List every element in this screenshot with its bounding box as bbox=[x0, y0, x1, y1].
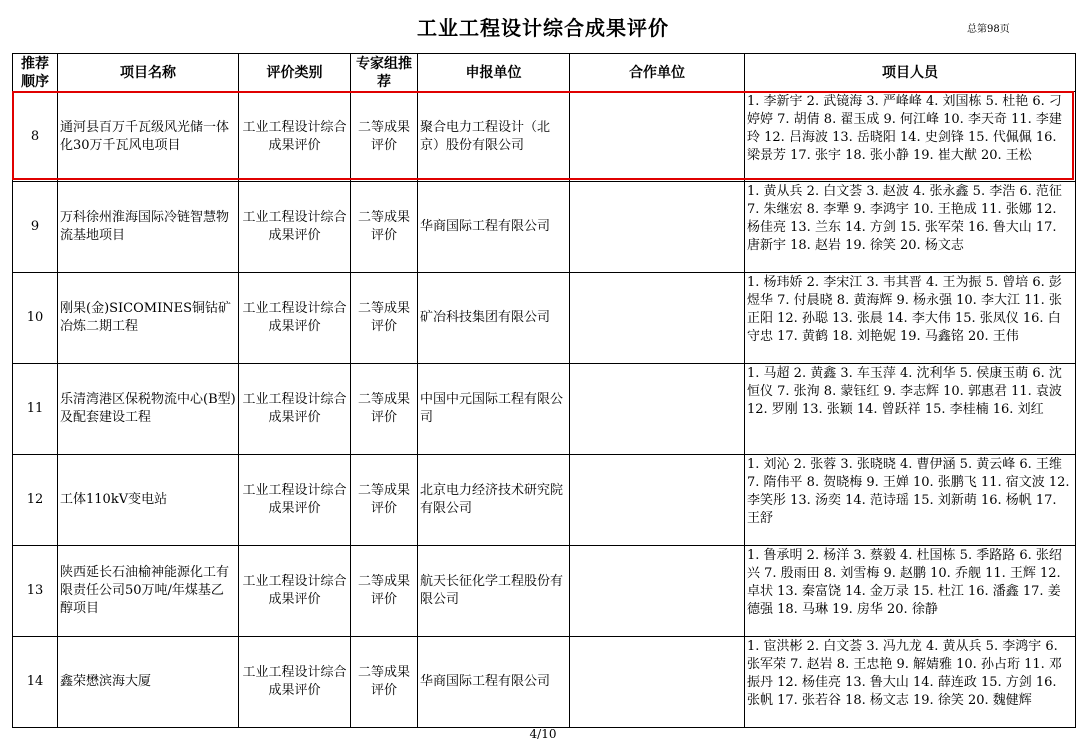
row-level: 二等成果评价 bbox=[351, 273, 418, 364]
people-list: 1. 鲁承明 2. 杨洋 3. 蔡毅 4. 杜国栋 5. 季路路 6. 张绍兴 7. 殷雨田 8. 刘雪梅 9. 赵鹏 10. 乔舰 11. 王辉 12. 卓状 13. 秦富饶 14. 金万录 15. 杜江 16. 潘鑫 17. 姜德强 18. 马琳 19. 房华 20. 徐静 bbox=[747, 548, 1062, 617]
row-partner bbox=[570, 92, 745, 182]
row-partner bbox=[570, 637, 745, 728]
people-list: 1. 杨玮娇 2. 李宋江 3. 韦其晋 4. 王为振 5. 曾培 6. 彭煜华 7. 付晨晓 8. 黄海辉 9. 杨永强 10. 李大江 11. 张正阳 12. 孙聪 13. 张晨 14. 李大伟 15. 张凤仪 16. 白守忠 17. 黄鹤 18. 刘艳妮 19. 马鑫铭 20. 王伟 bbox=[747, 275, 1062, 344]
row-eval-type: 工业工程设计综合成果评价 bbox=[239, 455, 351, 546]
row-level: 二等成果评价 bbox=[351, 364, 418, 455]
page-number: 4/10 bbox=[529, 727, 557, 741]
row-eval-type: 工业工程设计综合成果评价 bbox=[239, 546, 351, 637]
row-people bbox=[745, 364, 1076, 455]
row-eval-type: 工业工程设计综合成果评价 bbox=[239, 273, 351, 364]
people-list: 1. 马超 2. 黄鑫 3. 车玉萍 4. 沈利华 5. 侯康玉萌 6. 沈恒仪 7. 张洵 8. 蒙钰红 9. 李志辉 10. 郭惠君 11. 袁波 12. 罗刚 13. 张颖 14. 曾跃祥 15. 李桂楠 16. 刘红 bbox=[747, 366, 1062, 417]
table-row bbox=[13, 182, 1076, 273]
row-order: 8 bbox=[13, 92, 58, 182]
row-order: 9 bbox=[13, 182, 58, 273]
row-people bbox=[745, 637, 1076, 728]
people-list: 1. 李新宇 2. 武镜海 3. 严峰峰 4. 刘国栋 5. 杜艳 6. 刁婷婷 7. 胡倩 8. 翟玉成 9. 何江峰 10. 李天奇 11. 李建玲 12. 吕海波 13. 岳晓阳 14. 史剑锋 15. 代佩佩 16. 梁景芳 17. 张宇 18. 张小静 19. 崔大猷 20. 王松 bbox=[747, 93, 1062, 163]
row-applicant: 航天长征化学工程股份有限公司 bbox=[418, 546, 570, 637]
row-applicant: 聚合电力工程设计（北京）股份有限公司 bbox=[418, 92, 570, 182]
row-eval-type: 工业工程设计综合成果评价 bbox=[239, 182, 351, 273]
table-row bbox=[13, 637, 1076, 728]
row-order: 12 bbox=[13, 455, 58, 546]
header-unit: 申报单位 bbox=[418, 54, 570, 92]
row-applicant: 华商国际工程有限公司 bbox=[418, 637, 570, 728]
row-people bbox=[745, 546, 1076, 637]
row-partner bbox=[570, 546, 745, 637]
table-row bbox=[13, 92, 1076, 182]
row-order: 10 bbox=[13, 273, 58, 364]
evaluation-table bbox=[12, 53, 1076, 728]
row-eval-type: 工业工程设计综合成果评价 bbox=[239, 364, 351, 455]
row-applicant: 中国中元国际工程有限公司 bbox=[418, 364, 570, 455]
row-people bbox=[745, 455, 1076, 546]
header-name: 项目名称 bbox=[58, 54, 239, 92]
row-applicant: 矿冶科技集团有限公司 bbox=[418, 273, 570, 364]
people-list: 1. 刘沁 2. 张蓉 3. 张晓晓 4. 曹伊涵 5. 黄云峰 6. 王维 7. 隋伟平 8. 贺晓梅 9. 王婵 10. 张鹏飞 11. 宿文波 12. 李笑彤 13. 汤奕 14. 范诗瑶 15. 刘新萌 16. 杨帆 17. 王舒 bbox=[747, 457, 1070, 526]
header-order: 推荐顺序 bbox=[13, 54, 58, 92]
row-project-name: 乐清湾港区保税物流中心(B型)及配套建设工程 bbox=[58, 364, 239, 455]
total-page-label: 总第98页 bbox=[967, 24, 1010, 35]
document-title: 工业工程设计综合成果评价 bbox=[417, 16, 669, 40]
table-row bbox=[13, 455, 1076, 546]
row-project-name: 鑫荣懋滨海大厦 bbox=[58, 637, 239, 728]
row-project-name: 通河县百万千瓦级风光储一体化30万千瓦风电项目 bbox=[58, 92, 239, 182]
row-level: 二等成果评价 bbox=[351, 182, 418, 273]
row-order: 11 bbox=[13, 364, 58, 455]
row-applicant: 华商国际工程有限公司 bbox=[418, 182, 570, 273]
row-partner bbox=[570, 273, 745, 364]
row-partner bbox=[570, 364, 745, 455]
header-type: 评价类别 bbox=[239, 54, 351, 92]
row-order: 14 bbox=[13, 637, 58, 728]
row-project-name: 工体110kV变电站 bbox=[58, 455, 239, 546]
table-row bbox=[13, 546, 1076, 637]
row-people bbox=[745, 92, 1076, 182]
row-people bbox=[745, 273, 1076, 364]
row-level: 二等成果评价 bbox=[351, 92, 418, 182]
row-project-name: 陕西延长石油榆神能源化工有限责任公司50万吨/年煤基乙醇项目 bbox=[58, 546, 239, 637]
people-list: 1. 宦洪彬 2. 白文荟 3. 冯九龙 4. 黄从兵 5. 李鸿宇 6. 张军荣 7. 赵岩 8. 王忠艳 9. 解婧雅 10. 孙占珩 11. 邓振丹 12. 杨佳亮 13. 鲁大山 14. 薛连政 15. 方剑 16. 张帆 17. 张若谷 18. 杨文志 19. 徐笑 20. 魏健辉 bbox=[747, 639, 1062, 708]
row-people bbox=[745, 182, 1076, 273]
row-partner bbox=[570, 182, 745, 273]
table-row bbox=[13, 273, 1076, 364]
header-level: 专家组推荐 bbox=[351, 54, 418, 92]
row-eval-type: 工业工程设计综合成果评价 bbox=[239, 637, 351, 728]
header-people: 项目人员 bbox=[745, 54, 1076, 92]
row-order: 13 bbox=[13, 546, 58, 637]
row-applicant: 北京电力经济技术研究院有限公司 bbox=[418, 455, 570, 546]
header-partner: 合作单位 bbox=[570, 54, 745, 92]
people-list: 1. 黄从兵 2. 白文荟 3. 赵波 4. 张永鑫 5. 李浩 6. 范征 7. 朱继宏 8. 李犟 9. 李鸿宇 10. 王艳成 11. 张娜 12. 杨佳亮 13. 兰东 14. 方剑 15. 张军荣 16. 鲁大山 17. 唐新宇 18. 赵岩 19. 徐笑 20. 杨文志 bbox=[747, 184, 1062, 253]
table-row bbox=[13, 364, 1076, 455]
row-project-name: 万科徐州淮海国际冷链智慧物流基地项目 bbox=[58, 182, 239, 273]
row-eval-type: 工业工程设计综合成果评价 bbox=[239, 92, 351, 182]
row-project-name: 刚果(金)SICOMINES铜钴矿冶炼二期工程 bbox=[58, 273, 239, 364]
header-row bbox=[13, 54, 1076, 92]
row-partner bbox=[570, 455, 745, 546]
row-level: 二等成果评价 bbox=[351, 546, 418, 637]
row-level: 二等成果评价 bbox=[351, 455, 418, 546]
row-level: 二等成果评价 bbox=[351, 637, 418, 728]
